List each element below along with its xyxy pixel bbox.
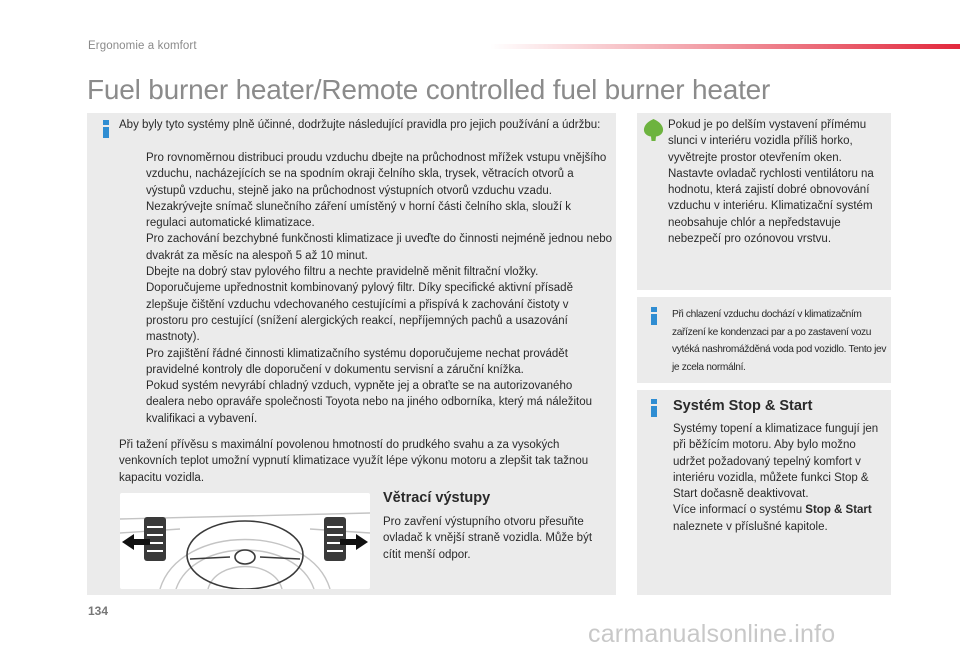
info-icon	[647, 307, 661, 325]
info-icon	[99, 120, 113, 138]
eco-advice-text: Pokud je po delším vystavení přímému slunci v interiéru vozidla příliš horko, vyvětrejte prostor otevřením oken. Nastavte ovladač rychlosti ventilátoru na hodnotu, která zajistí dobré obnovování vzduchu v interiéru. Klimatizační systém neobsahuje chlór a nepředstavuje nebezpečí pro ozónovou vrstvu.	[668, 119, 874, 246]
maintenance-intro: Aby byly tyto systémy plně účinné, dodržujte následující pravidla pro jejich používání a údržbu:	[119, 119, 601, 131]
list-item: Pro rovnoměrnou distribuci proudu vzduchu dbejte na průchodnost mřížek vstupu vnějšího vzduchu, nacházejících se na spodním okraji čelního skla, trysek, větracích otvorů a výstupů vzduchu, stejně jako na průchodnost výstupních otvorů vzduchu vzadu.	[146, 152, 607, 197]
dashboard-vents-drawing	[120, 493, 370, 589]
list-item: Pro zachování bezchybné funkčnosti klimatizace ji uveďte do činnosti nejméně jednou nebo dvakrát za měsíc na alespoň 5 až 10 minut.	[146, 233, 613, 262]
towing-note: Při tažení přívěsu s maximální povolenou hmotností do prudkého svahu a za vysokých venkovních teplot umožní vypnutí klimatizace využít lépe výkonu motoru a zlepšit tak tažnou kapacitu vozidla.	[119, 439, 589, 484]
page-title: Fuel burner heater/Remote controlled fuel burner heater	[87, 74, 771, 105]
eco-leaf-icon	[642, 119, 665, 141]
stop-start-text: Systémy topení a klimatizace fungují jen při běžícím motoru. Aby bylo možno udržet požadovaný tepelný komfort v interiéru vozidla, můžete funkci Stop & Start dočasně deaktivovat. Více informací o systému Stop & Start naleznete v příslušné kapitole.	[673, 423, 879, 533]
header-accent-line	[490, 44, 960, 49]
vents-text: Pro zavření výstupního otvoru přesuňte ovladač k vnější straně vozidla. Může být cítit menší odpor.	[383, 516, 593, 561]
page-number: 134	[88, 604, 109, 618]
watermark: carmanualsonline.info	[588, 620, 836, 648]
stop-start-bold-ref: Stop & Start	[805, 504, 872, 517]
list-item: Pro zajištění řádné činnosti klimatizačního systému doporučujeme nechat provádět pravidelné kontroly dle doporučení v dokumentu servisní a záruční knížka.	[146, 347, 568, 376]
list-item: Nezakrývejte snímač slunečního záření umístěný v horní části čelního skla, slouží k regulaci automatické klimatizace.	[146, 200, 572, 230]
maintenance-rules-list	[119, 150, 613, 427]
vents-heading: Větrací výstupy	[383, 490, 491, 506]
condensation-text: Při chlazení vzduchu dochází v klimatizačním zařízení ke kondenzaci par a po zastavení vozu vytéká nashromážděná voda pod vozidlo. Tento jev je zcela normální.	[672, 309, 887, 373]
dashboard-vents-illustration	[120, 493, 370, 589]
stop-start-heading: Systém Stop & Start	[673, 398, 813, 414]
list-item: Dbejte na dobrý stav pylového filtru a nechte pravidelně měnit filtrační vložky. Doporučujeme upřednostnit kombinovaný pylový filtr. Díky specifické aktivní přísadě zlepšuje čištění vzduchu vdechovaného cestujícími a přispívá k zachování čistoty v prostoru pro cestující (snížení alergických reakcí, nepříjemných pachů a usazování mastnoty).	[146, 266, 573, 344]
info-icon	[647, 399, 661, 417]
list-item: Pokud systém nevyrábí chladný vzduch, vypněte jej a obraťte se na autorizovaného dealera nebo opraváře společnosti Toyota nebo na jiného odborníka, který má náležitou kvalifikaci a vybavení.	[146, 380, 593, 425]
section-title: Ergonomie a komfort	[88, 40, 197, 52]
